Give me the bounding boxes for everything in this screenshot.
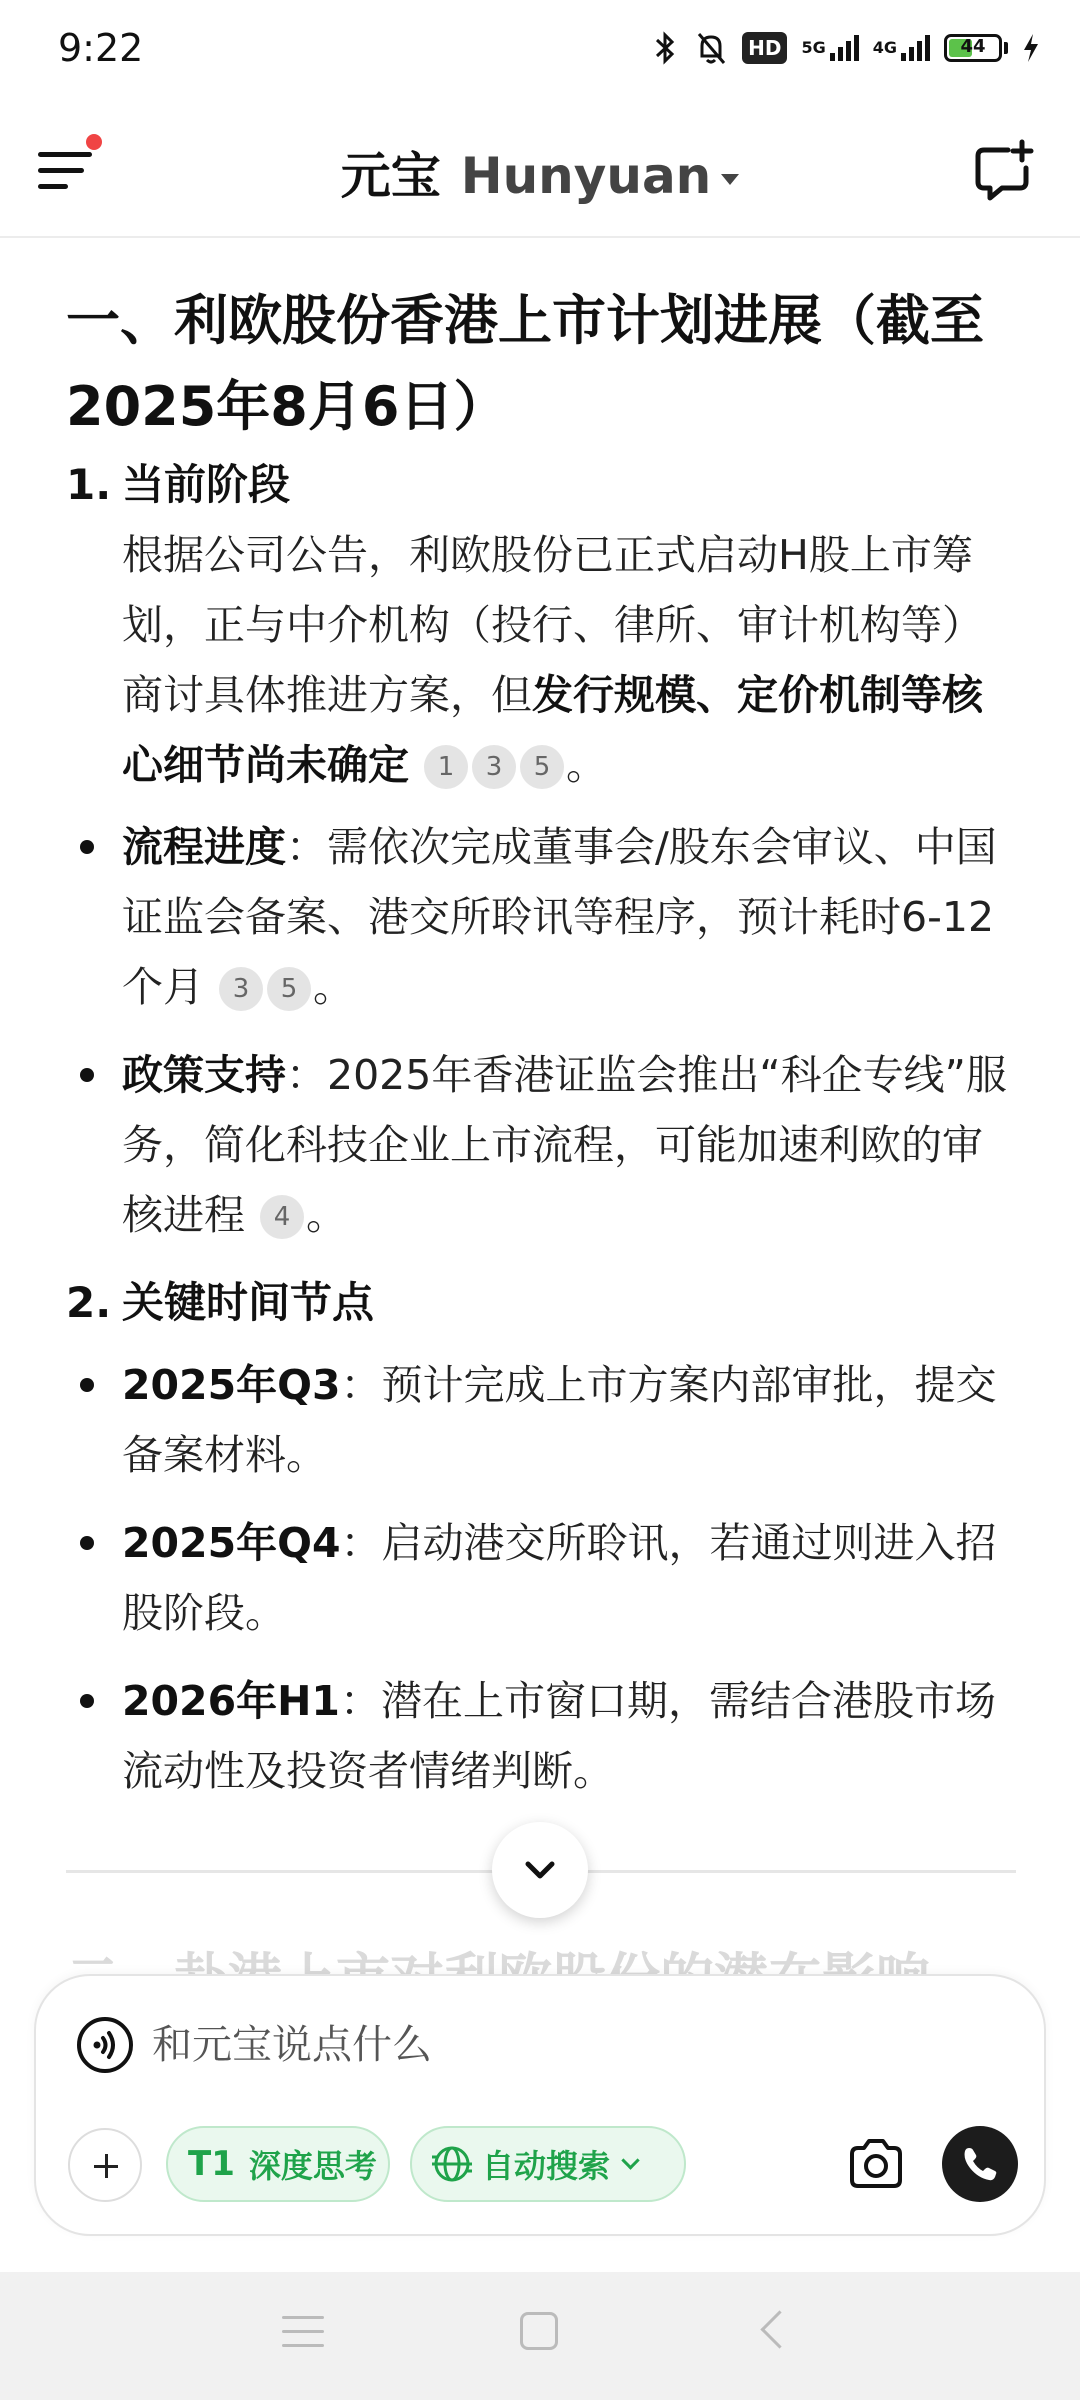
list-item (66, 812, 1016, 1022)
chevron-down-icon (492, 1822, 588, 1918)
signal-5g-indicator (801, 35, 858, 61)
add-attachment-button[interactable] (68, 2128, 142, 2202)
citation-badge[interactable]: 3 (219, 967, 263, 1011)
signal-4g-indicator (873, 35, 930, 61)
citation-badge[interactable]: 5 (520, 745, 564, 789)
app-header (0, 100, 1080, 238)
citation-badge[interactable]: 3 (472, 745, 516, 789)
list-item (66, 1666, 1016, 1806)
section-paragraph (122, 520, 1016, 800)
numbered-section-2 (66, 1268, 1016, 1338)
signal-bars-icon (901, 35, 930, 61)
citation-badge[interactable]: 4 (260, 1195, 304, 1239)
bullet-end: 。 (306, 1191, 348, 1239)
auto-search-label: 自动搜索 (482, 2147, 611, 2185)
model-selector[interactable] (0, 136, 1080, 208)
voice-input-icon[interactable] (76, 2016, 134, 2074)
app-title: 元宝 (340, 147, 441, 205)
bullet-end: 。 (313, 963, 355, 1011)
bullet-label: 流程进度 (122, 823, 286, 871)
voice-call-button[interactable] (942, 2126, 1018, 2202)
paragraph-text: 根据公司公告，利欧股份已正式启动H股上市筹划，正与中介机构（投行、律所、审计机构等）商讨具体推进方案，但 (122, 531, 983, 719)
signal-5g-label: 5G (801, 38, 826, 57)
deep-think-toggle[interactable] (166, 2126, 390, 2202)
back-button[interactable] (760, 2310, 798, 2348)
scroll-to-bottom-button[interactable] (492, 1822, 588, 1918)
paragraph-end: 。 (566, 741, 608, 789)
bullet-text: ：预计完成上市方案内部审批，提交备案材料。 (122, 1361, 997, 1479)
citation-badge[interactable]: 1 (424, 745, 468, 789)
phone-icon (942, 2126, 1018, 2202)
bullet-label: 2025年Q4 (122, 1519, 341, 1567)
home-button[interactable] (520, 2312, 558, 2350)
section-number: 2. (66, 1278, 112, 1327)
list-item (66, 1508, 1016, 1648)
bluetooth-icon (650, 30, 680, 66)
signal-4g-label: 4G (872, 38, 897, 57)
charging-bolt-icon (1022, 33, 1040, 63)
list-item (66, 1040, 1016, 1250)
message-input[interactable]: 和元宝说点什么 (152, 2022, 432, 2068)
hd-voice-badge: HD (742, 32, 787, 64)
camera-button[interactable] (844, 2132, 908, 2196)
section2-bullets (66, 1350, 1016, 1806)
bullet-label: 2026年H1 (122, 1677, 340, 1725)
list-item (66, 1350, 1016, 1490)
bullet-text: ：2025年香港证监会推出“科企专线”服务，简化科技企业上市流程，可能加速利欧的审核进程 (122, 1051, 1007, 1239)
status-time: 9:22 (58, 26, 144, 70)
numbered-section-1 (66, 450, 1016, 800)
section-title: 关键时间节点 (122, 1278, 375, 1327)
globe-icon (430, 2144, 474, 2184)
citation-badge[interactable]: 5 (267, 967, 311, 1011)
dropdown-caret-icon (721, 174, 739, 185)
deep-think-label: 深度思考 (248, 2147, 377, 2185)
status-icons (650, 30, 1040, 66)
signal-bars-icon (830, 35, 859, 61)
bullet-text: ：潜在上市窗口期，需结合港股市场流动性及投资者情绪判断。 (122, 1677, 996, 1795)
auto-search-dropdown[interactable] (410, 2126, 686, 2202)
status-bar (0, 0, 1080, 100)
chat-input-panel (34, 1974, 1046, 2236)
system-nav-bar (0, 2272, 1080, 2400)
new-chat-button[interactable] (972, 140, 1036, 204)
bullet-text: ：需依次完成董事会/股东会审议、中国证监会备案、港交所聆讯等程序，预计耗时6-12个月 (122, 823, 997, 1011)
chevron-down-icon (621, 2151, 639, 2169)
paragraph-bold-text: 发行规模、定价机制等核心细节尚未确定 (122, 671, 983, 789)
answer-heading: 一、利欧股份香港上市计划进展（截至2025年8月6日） (66, 289, 984, 438)
bullet-text: ：启动港交所聆讯，若通过则进入招股阶段。 (122, 1519, 997, 1637)
recent-apps-button[interactable] (282, 2316, 324, 2358)
section-title: 当前阶段 (122, 460, 291, 509)
bullet-label: 政策支持 (122, 1051, 286, 1099)
chat-content[interactable] (66, 236, 1016, 1966)
mute-bell-icon (694, 30, 728, 66)
battery-indicator (944, 34, 1008, 62)
battery-level: 44 (960, 36, 986, 57)
bullet-label: 2025年Q3 (122, 1361, 341, 1409)
section1-bullets (66, 812, 1016, 1250)
t1-badge: T1 (188, 2144, 235, 2184)
section-number: 1. (66, 460, 112, 509)
model-name: Hunyuan (460, 147, 712, 205)
